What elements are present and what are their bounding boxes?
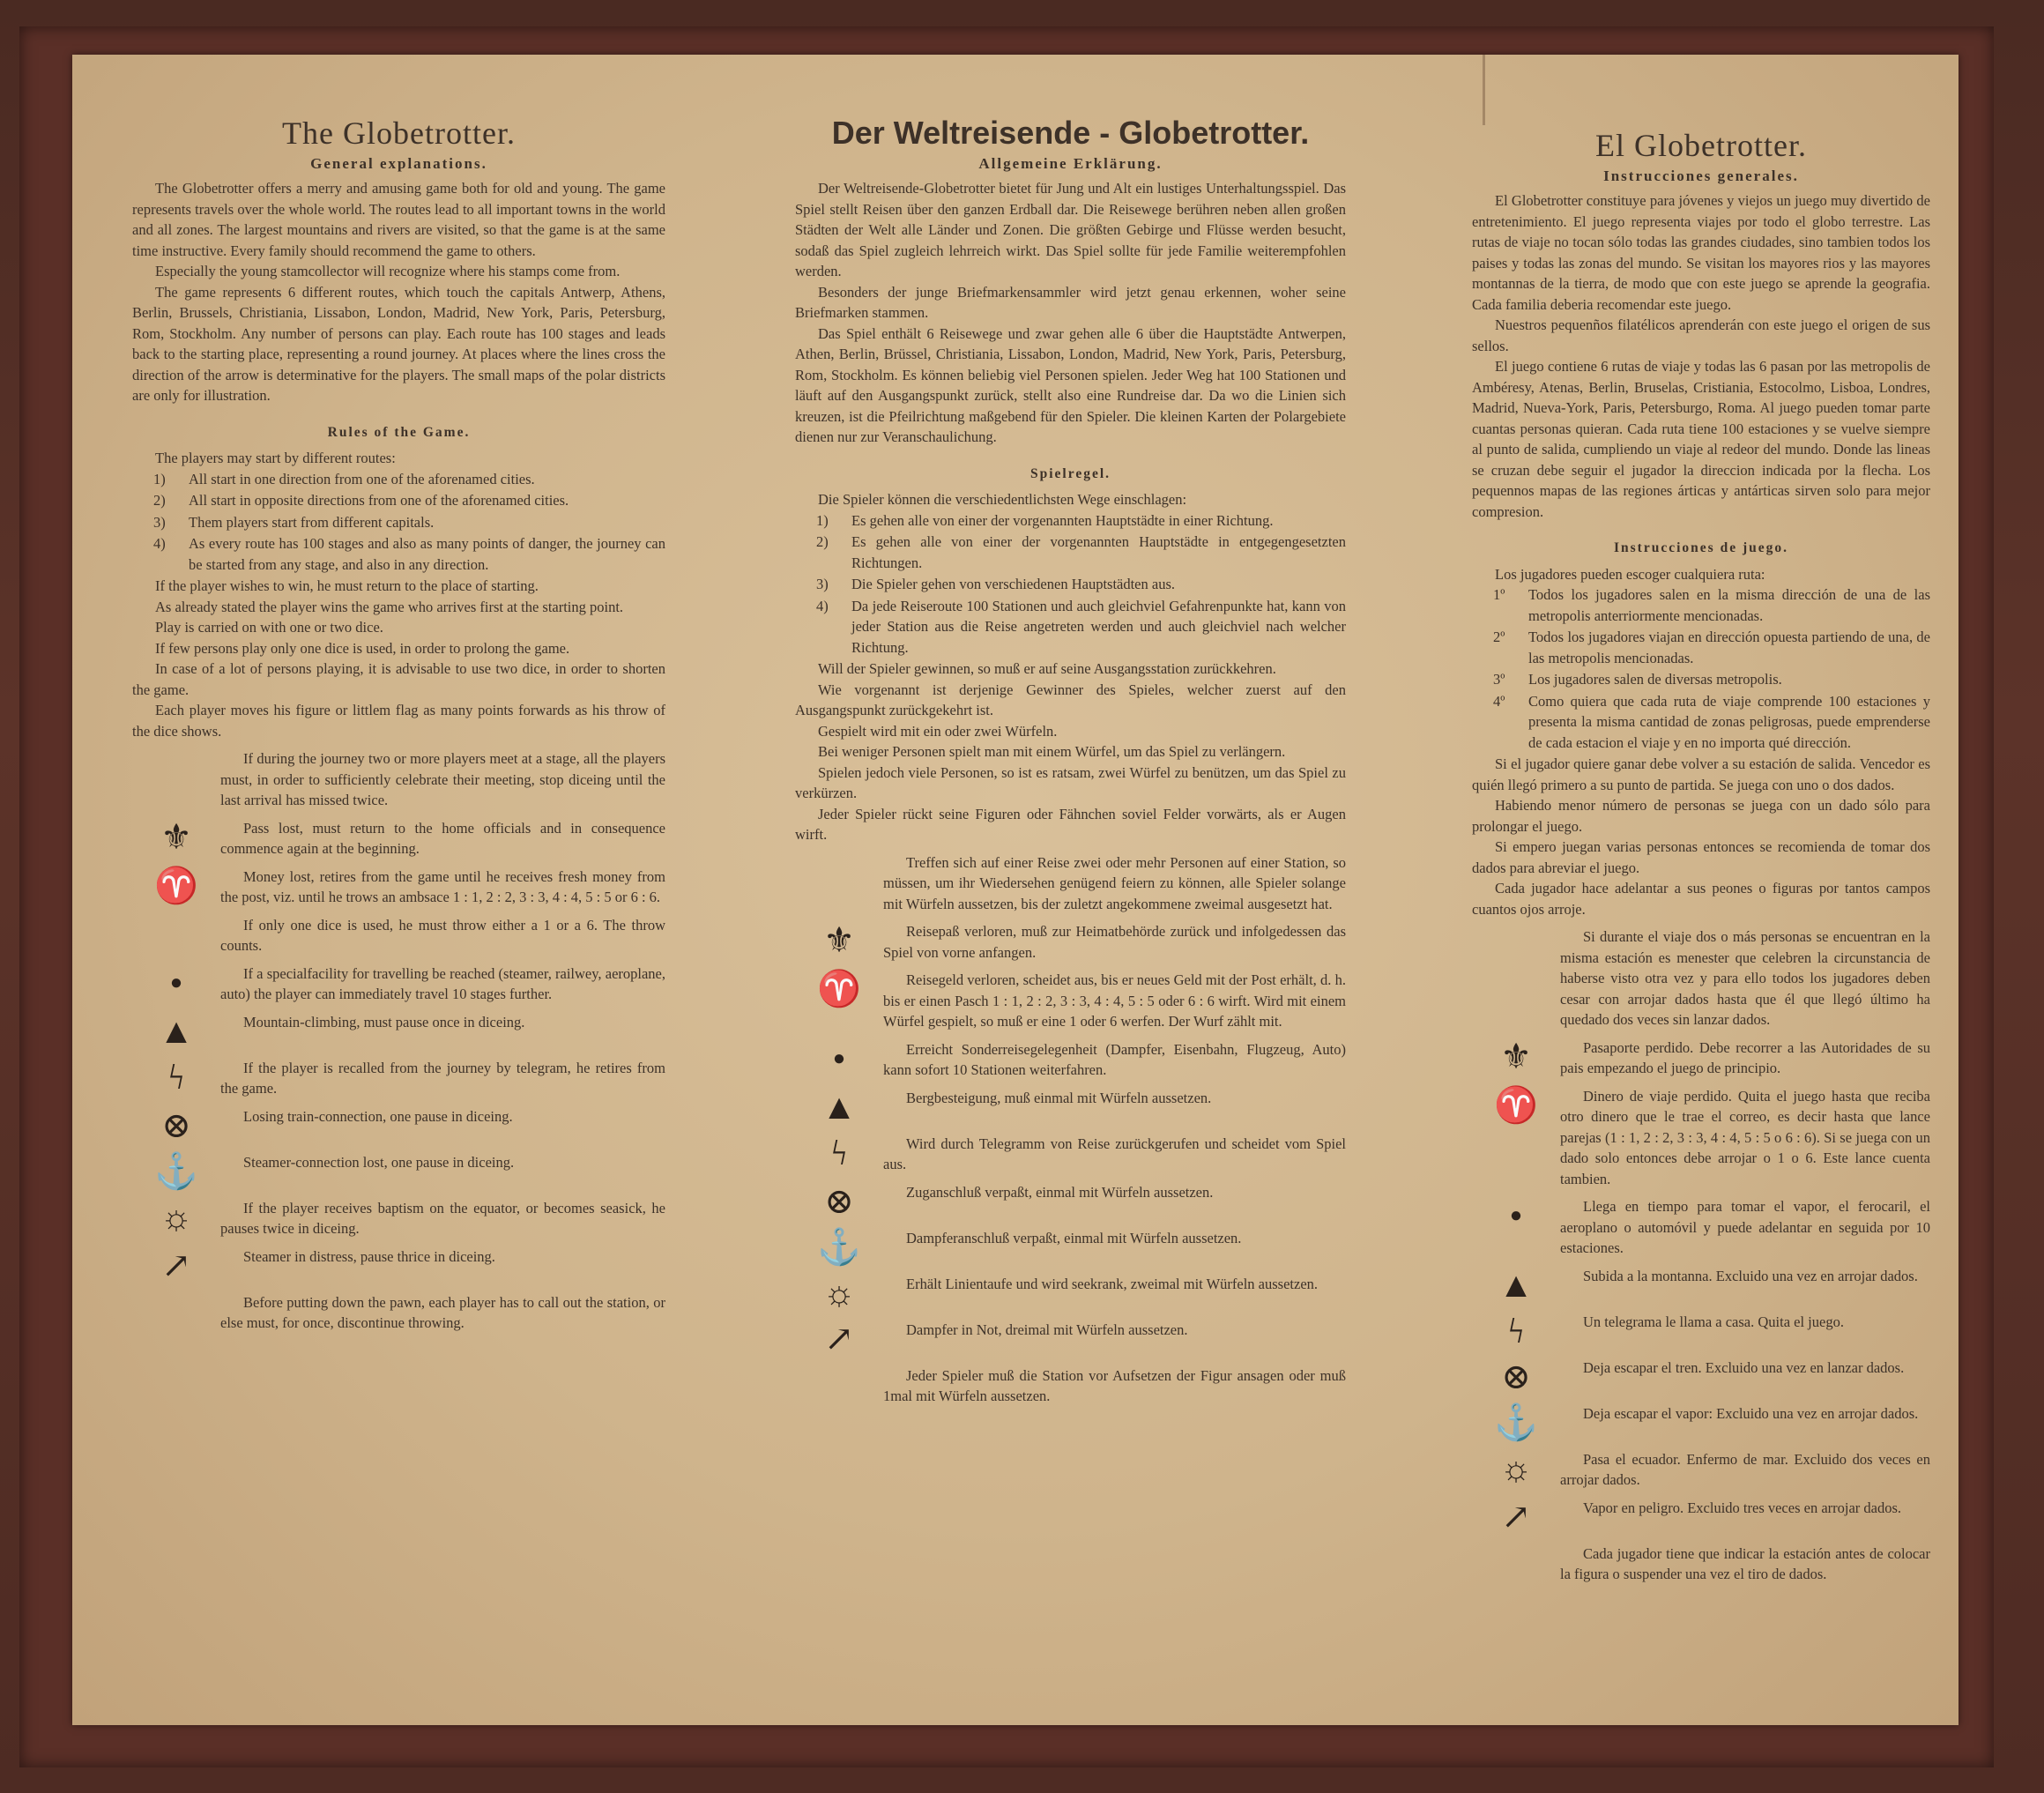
rule-number: 4º bbox=[1493, 692, 1505, 710]
train-wheel-icon: ⊗ bbox=[1501, 1356, 1531, 1396]
rule-item bbox=[816, 510, 1346, 532]
rule-number: 1) bbox=[816, 511, 829, 529]
event-text: Deja escapar el vapor: Excluido una vez en arrojar dados. bbox=[1583, 1404, 1919, 1422]
event-text: Cada jugador tiene que indicar la estación antes de colocar la figura o suspender una vez el tiro de dados. bbox=[1560, 1544, 1930, 1582]
rule-text: As every route has 100 stages and also as many points of danger, the journey can be started from any stage, and also in any direction. bbox=[189, 535, 665, 573]
event-row bbox=[132, 1058, 665, 1099]
rule-number: 2) bbox=[153, 492, 166, 509]
event-row bbox=[795, 1039, 1346, 1081]
event-row bbox=[795, 921, 1346, 963]
event-row bbox=[1472, 1358, 1930, 1396]
rule-paragraph: Si el jugador quiere ganar debe volver a su estación de salida. Vencedor es quién llegó primero a su punto de partida. Se juega con uno o dos dados. bbox=[1472, 755, 1930, 793]
rule-number: 2º bbox=[1493, 629, 1505, 645]
dot-icon: ● bbox=[169, 971, 183, 994]
rule-item bbox=[1493, 691, 1930, 754]
rule-item bbox=[153, 469, 665, 490]
event-text: If during the journey two or more players meet at a stage, all the players must, in order to sufficiently celebrate their meeting, stop diceing until the last arrival has missed twice. bbox=[220, 750, 665, 808]
rule-text: Todos los jugadores viajan en dirección opuesta partiendo de una, de las metropolis mencionadas. bbox=[1528, 629, 1930, 666]
section-title: The Globetrotter. bbox=[282, 115, 516, 151]
rule-text: Los jugadores salen de diversas metropolis. bbox=[1528, 671, 1782, 688]
rule-number: 3) bbox=[816, 576, 829, 592]
event-row bbox=[1472, 1449, 1930, 1491]
intro-paragraph: The game represents 6 different routes, which touch the capitals Antwerp, Athens, Berlin, Brussels, Christiania, Lissabon, London, Madrid, New York, Paris, Petersburg, Rom, Stockholm. Any number of persons can play. Each route has 100 stages and leads back to the starting place, representing a round journey. At places where the lines cross the direction of the arrow is determinative for the players. The small maps of the polar districts are only for illustration. bbox=[132, 283, 665, 404]
event-row bbox=[1472, 926, 1930, 1030]
coat-of-arms-icon: ⚜ bbox=[1500, 1036, 1532, 1076]
rule-paragraph: Each player moves his figure or littlem flag as many points forwards as his throw of the dice shows. bbox=[132, 702, 665, 740]
rule-item bbox=[816, 596, 1346, 658]
event-text: Treffen sich auf einer Reise zwei oder mehr Personen auf einer Station, so müssen, um ihr Wiedersehen genügend feiern zu können, alle Spieler solange mit Würfeln aussetzen, bis der zuletzt angekommene zweimal ausgesetzt hat. bbox=[883, 853, 1346, 912]
event-row bbox=[795, 1274, 1346, 1313]
rule-paragraph: Habiendo menor número de personas se juega con un dado sólo para prolongar el juego. bbox=[1472, 797, 1930, 835]
section-title: Der Weltreisende - Globetrotter. bbox=[831, 115, 1310, 151]
event-row bbox=[795, 1134, 1346, 1175]
rule-number: 1) bbox=[153, 470, 166, 487]
rule-paragraph: Will der Spieler gewinnen, so muß er auf seine Ausgangsstation zurückkehren. bbox=[818, 660, 1276, 677]
event-text: Si durante el viaje dos o más personas se encuentran en la misma estación es menester que celebren la circunstancia de haberse visto otra vez y para ello todos los jugadores deben cesar con arrojar dados hasta que él que llegó último ha quedado dos veces sin lanzar dados. bbox=[1560, 928, 1930, 1028]
rule-number: 3º bbox=[1493, 671, 1505, 688]
event-text: Vapor en peligro. Excluido tres veces en arrojar dados. bbox=[1583, 1499, 1902, 1516]
event-text: Steamer in distress, pause thrice in diceing. bbox=[243, 1247, 495, 1265]
rule-item bbox=[1493, 584, 1930, 626]
rule-paragraph: As already stated the player wins the game who arrives first at the starting point. bbox=[155, 598, 624, 615]
rule-item bbox=[816, 532, 1346, 573]
rule-paragraph: Jeder Spieler rückt seine Figuren oder Fähnchen soviel Felder vorwärts, als er Augen wirft. bbox=[795, 805, 1346, 843]
event-text: Reisegeld verloren, scheidet aus, bis er neues Geld mit der Post erhält, d. h. bis er einen Pasch 1 : 1, 2 : 2, 3 : 3, 4 : 4, 5 : 5 oder 6 : 6 wirft. Wird mit einem Würfel gespielt, so muß er eine 1 oder 6 werfen. Der Wurf zählt mit. bbox=[883, 971, 1346, 1030]
event-row bbox=[795, 1365, 1346, 1407]
event-text: If a specialfacility for travelling be reached (steamer, railwey, aeroplane, auto) the player can immediately travel 10 stages further. bbox=[220, 964, 665, 1002]
intro-paragraph: Nuestros pequenños filatélicos aprenderán con este juego el origen de sus sellos. bbox=[1472, 316, 1930, 354]
event-text: Reisepaß verloren, muß zur Heimatbehörde zurück und infolgedessen das Spiel von vorne anfangen. bbox=[883, 923, 1346, 961]
rule-paragraph: If the player wishes to win, he must return to the place of starting. bbox=[155, 577, 539, 594]
rules-sheet bbox=[72, 55, 1959, 1725]
event-text: Wird durch Telegramm von Reise zurückgerufen und scheidet vom Spiel aus. bbox=[883, 1135, 1346, 1172]
english-column bbox=[132, 55, 665, 1725]
event-text: Dampfer in Not, dreimal mit Würfeln aussetzen. bbox=[906, 1321, 1188, 1338]
post-horn-icon: ♈ bbox=[154, 865, 198, 905]
event-text: Dinero de viaje perdido. Quita el juego hasta que reciba otro dinero que le trae el correo, es decir hasta que lance parejas (1 : 1, 2 : 2, 3 : 3, 4 : 4, 5 : 5 o 6 : 6). Si se juega con un dado solo entonces debe arrojar o 1 o 6. Este lance cuenta tambien. bbox=[1560, 1087, 1930, 1187]
rule-number: 4) bbox=[153, 535, 166, 552]
intro-paragraph: Besonders der junge Briefmarkensammler wird jetzt genau erkennen, woher seine Briefmarken stammen. bbox=[795, 283, 1346, 321]
intro-paragraph: Especially the young stamcollector will recognize where his stamps come from. bbox=[155, 263, 621, 279]
section-subtitle: General explanations. bbox=[310, 155, 487, 172]
event-row bbox=[1472, 1196, 1930, 1259]
event-row bbox=[795, 1182, 1346, 1221]
rule-text: All start in one direction from one of the aforenamed cities. bbox=[189, 470, 535, 487]
rule-paragraph: Wie vorgenannt ist derjenige Gewinner des Spieles, welcher zuerst auf den Ausgangspunkt zurückgekehrt ist. bbox=[795, 681, 1346, 718]
post-horn-icon: ♈ bbox=[1494, 1084, 1538, 1125]
rule-item bbox=[1493, 627, 1930, 668]
event-row bbox=[132, 1198, 665, 1239]
sun-icon: ☼ bbox=[1499, 1447, 1533, 1488]
event-text: Pass lost, must return to the home officials and in consequence commence again at the beginning. bbox=[220, 819, 665, 857]
rules-intro: The players may start by different routes: bbox=[155, 450, 396, 466]
rules-heading: Spielregel. bbox=[1029, 465, 1111, 481]
rule-text: Die Spieler gehen von verschiedenen Hauptstädten aus. bbox=[851, 576, 1176, 592]
event-row bbox=[1472, 1312, 1930, 1350]
distress-flag-icon: ↗ bbox=[824, 1318, 854, 1358]
rule-item bbox=[816, 574, 1346, 595]
rule-number: 1º bbox=[1493, 586, 1505, 603]
event-text: If the player is recalled from the journey by telegram, he retires from the game. bbox=[220, 1059, 665, 1097]
event-row bbox=[1472, 1544, 1930, 1585]
train-wheel-icon: ⊗ bbox=[161, 1105, 191, 1145]
rule-text: Da jede Reiseroute 100 Stationen und auch gleichviel Gefahrenpunkte hat, kann von jeder Station aus die Reise angetreten werden und auch gleichviel nach welcher Richtung. bbox=[851, 597, 1346, 656]
rule-paragraph: Si empero juegan varias personas entonces se recomienda de tomar dos dados para abreviar el juego. bbox=[1472, 838, 1930, 876]
anchor-icon: ⚓ bbox=[817, 1226, 861, 1267]
telegraph-icon: ϟ bbox=[1507, 1310, 1525, 1350]
rule-item bbox=[153, 490, 665, 511]
event-row bbox=[1472, 1498, 1930, 1536]
event-text: Erreicht Sonderreisegelegenheit (Dampfer, Eisenbahn, Flugzeug, Auto) kann sofort 10 Stationen weiterfahren. bbox=[883, 1040, 1346, 1078]
event-text: If the player receives baptism on the equator, or becomes seasick, he pauses twice in diceing. bbox=[220, 1199, 665, 1237]
section-body bbox=[1472, 190, 1930, 1585]
rule-paragraph: Gespielt wird mit ein oder zwei Würfeln. bbox=[818, 722, 1058, 740]
rule-text: Como quiera que cada ruta de viaje comprende 100 estaciones y presenta la misma cantidad de zonas peligrosas, puede emprenderse de cada estacion el viaje y en no importa qué dirección. bbox=[1528, 692, 1930, 751]
event-text: Mountain-climbing, must pause once in diceing. bbox=[243, 1013, 525, 1030]
event-row bbox=[132, 915, 665, 956]
event-row bbox=[795, 852, 1346, 915]
event-row bbox=[1472, 1038, 1930, 1079]
rule-paragraph: Bei weniger Personen spielt man mit einem Würfel, um das Spiel zu verlängern. bbox=[818, 743, 1286, 760]
event-text: Pasa el ecuador. Enfermo de mar. Excluido dos veces en arrojar dados. bbox=[1560, 1450, 1930, 1488]
event-text: Deja escapar el tren. Excluido una vez en lanzar dados. bbox=[1583, 1358, 1905, 1376]
section-body bbox=[795, 178, 1346, 1407]
event-row bbox=[795, 1088, 1346, 1127]
event-text: Dampferanschluß verpaßt, einmal mit Würfeln aussetzen. bbox=[906, 1229, 1242, 1246]
rule-item bbox=[153, 533, 665, 575]
event-text: Bergbesteigung, muß einmal mit Würfeln aussetzen. bbox=[906, 1089, 1212, 1106]
distress-flag-icon: ↗ bbox=[161, 1245, 191, 1285]
event-text: Steamer-connection lost, one pause in diceing. bbox=[243, 1153, 515, 1171]
section-title: El Globetrotter. bbox=[1595, 128, 1807, 163]
rule-text: Es gehen alle von einer der vorgenannten Hauptstädte in einer Richtung. bbox=[851, 511, 1274, 529]
intro-paragraph: El Globetrotter constituye para jóvenes y viejos un juego muy divertido de entretenimiento. El juego representa viajes por todo el globo terrestre. Las rutas de viaje no tocan sólo todas las grandes ciudades, sino tambien todos los paises y todas las zonas del mundo. Se visitan los mayores rios y las mayores montannas de la tierra, de modo que con este juego se aprende la geografia. Cada familia deberia recomendar este juego. bbox=[1472, 192, 1930, 313]
section-body bbox=[132, 178, 665, 1334]
event-row bbox=[1472, 1086, 1930, 1190]
rule-item bbox=[153, 512, 665, 533]
event-row bbox=[132, 1152, 665, 1191]
event-text: Jeder Spieler muß die Station vor Aufsetzen der Figur ansagen oder muß 1mal mit Würfeln aussetzen. bbox=[883, 1366, 1346, 1404]
telegraph-icon: ϟ bbox=[167, 1056, 185, 1097]
anchor-icon: ⚓ bbox=[1494, 1402, 1538, 1442]
event-text: Before putting down the pawn, each player has to call out the station, or else must, for once, discontinue throwing. bbox=[220, 1293, 665, 1331]
event-row bbox=[1472, 1266, 1930, 1305]
dot-icon: ● bbox=[832, 1046, 846, 1070]
rule-text: Them players start from different capitals. bbox=[189, 513, 435, 531]
rule-text: Es gehen alle von einer der vorgenannten Hauptstädte in entgegengesetzten Richtungen. bbox=[851, 533, 1346, 571]
event-row bbox=[132, 818, 665, 859]
rule-paragraph: In case of a lot of persons playing, it is advisable to use two dice, in order to shorten the game. bbox=[132, 660, 665, 698]
rules-intro: Die Spieler können die verschiedentlichsten Wege einschlagen: bbox=[818, 491, 1187, 508]
event-row bbox=[132, 1106, 665, 1145]
event-text: Zuganschluß verpaßt, einmal mit Würfeln aussetzen. bbox=[906, 1183, 1214, 1201]
rule-number: 4) bbox=[816, 597, 829, 614]
event-text: If only one dice is used, he must throw either a 1 or a 6. The throw counts. bbox=[220, 916, 665, 954]
mountain-icon: ▲ bbox=[159, 1010, 194, 1051]
rules-intro: Los jugadores pueden escoger cualquiera ruta: bbox=[1495, 565, 1765, 583]
rule-number: 3) bbox=[153, 513, 166, 531]
rules-heading: Rules of the Game. bbox=[327, 424, 471, 440]
event-text: Erhält Linientaufe und wird seekrank, zweimal mit Würfeln aussetzen. bbox=[906, 1275, 1319, 1292]
event-text: Money lost, retires from the game until he receives fresh money from the post, viz. until he trows an ambsace 1 : 1, 2 : 2, 3 : 3, 4 : 4, 5 : 5 or 6 : 6. bbox=[220, 867, 665, 905]
event-row bbox=[1472, 1403, 1930, 1442]
event-row bbox=[795, 970, 1346, 1032]
telegraph-icon: ϟ bbox=[830, 1132, 848, 1172]
german-column bbox=[795, 55, 1346, 1725]
rule-paragraph: Cada jugador hace adelantar a sus peones o figuras por tantos campos cuantos ojos arroje. bbox=[1472, 880, 1930, 918]
rule-paragraph: If few persons play only one dice is used, in order to prolong the game. bbox=[155, 639, 570, 657]
section-subtitle: Instrucciones generales. bbox=[1603, 167, 1799, 184]
event-row bbox=[132, 748, 665, 811]
intro-paragraph: Das Spiel enthält 6 Reisewege und zwar gehen alle 6 über die Hauptstädte Antwerpen, Athen, Berlin, Brüssel, Christiania, Lissabon, London, Madrid, New York, Paris, Petersburg, Rom, Stockholm. Es können beliebig viel Personen spielen. Jeder Weg hat 100 Stationen und läuft auf den Ausgangspunkt zurück, stellt also eine Rundreise dar. Da wo die Linien sich kreuzen, ist die Pfeilrichtung maßgebend für den Spieler. Die kleinen Karten der Polargebiete dienen nur zur Veranschaulichung. bbox=[795, 324, 1346, 445]
event-row bbox=[132, 1012, 665, 1051]
event-row bbox=[132, 1292, 665, 1334]
coat-of-arms-icon: ⚜ bbox=[160, 816, 192, 857]
event-row bbox=[132, 867, 665, 908]
sun-icon: ☼ bbox=[822, 1272, 856, 1313]
spanish-column bbox=[1472, 55, 1930, 1725]
intro-paragraph: El juego contiene 6 rutas de viaje y todas las 6 pasan por las metropolis de Ambéresy, Atenas, Berlin, Bruselas, Cristiania, Estocolmo, Lisboa, Londres, Madrid, Nueva-York, Paris, Petersburgo, Roma. Al juego pueden tomar parte cuantas personas quieran. Cada ruta tiene 100 estaciones y se vuelve siempre al punto de salida, cumpliendo un viaje al redeor del mundo. Donde las lineas se cruzan debe seguir el jugador la direccion indicada por la flecha. Los pequennos mapas de las regiones árticas y antárticas sirven solo para mejor compresion. bbox=[1472, 358, 1930, 520]
event-row bbox=[795, 1228, 1346, 1267]
rules-list bbox=[795, 510, 1346, 658]
event-text: Llega en tiempo para tomar el vapor, el ferocaril, el aeroplano o automóvil y puede adelantar en seguida por 10 estaciones. bbox=[1560, 1198, 1930, 1256]
dot-icon: ● bbox=[1509, 1204, 1523, 1227]
event-text: Un telegrama le llama a casa. Quita el juego. bbox=[1583, 1313, 1844, 1330]
rule-text: Todos los jugadores salen en la misma dirección de una de las metropolis anterriormente mencionadas. bbox=[1528, 586, 1930, 624]
mountain-icon: ▲ bbox=[821, 1086, 857, 1127]
event-text: Pasaporte perdido. Debe recorrer a las Autoridades de su pais empezando el juego de principio. bbox=[1560, 1038, 1930, 1076]
rule-text: All start in opposite directions from one of the aforenamed cities. bbox=[189, 492, 569, 509]
rules-heading: Instrucciones de juego. bbox=[1614, 540, 1788, 555]
event-text: Losing train-connection, one pause in diceing. bbox=[243, 1107, 513, 1125]
rule-item bbox=[1493, 669, 1930, 690]
sun-icon: ☼ bbox=[160, 1196, 193, 1237]
post-horn-icon: ♈ bbox=[817, 969, 861, 1008]
event-row bbox=[132, 963, 665, 1005]
rule-paragraph: Spielen jedoch viele Personen, so ist es ratsam, zwei Würfel zu benützen, um das Spiel zu verkürzen. bbox=[795, 763, 1346, 801]
intro-paragraph: Der Weltreisende-Globetrotter bietet für Jung und Alt ein lustiges Unterhaltungsspiel. Das Spiel stellt Reisen über den ganzen Erdball dar. Die Reisewege berühren neben allen großen Städten der Welt alle Länder und Zonen. Die größten Gebirge und Flüsse werden besucht, sodaß das Spiel zugleich lehrreich wirkt. Das Spiel sollte für jede Familie weiterempfohlen werden. bbox=[795, 180, 1346, 279]
rule-paragraph: Play is carried on with one or two dice. bbox=[155, 619, 383, 636]
rules-list bbox=[132, 469, 665, 576]
event-text: Subida a la montanna. Excluido una vez en arrojar dados. bbox=[1583, 1267, 1918, 1284]
coat-of-arms-icon: ⚜ bbox=[823, 920, 855, 960]
rules-list bbox=[1472, 584, 1930, 753]
rule-number: 2) bbox=[816, 533, 829, 550]
event-row bbox=[795, 1320, 1346, 1358]
intro-paragraph: The Globetrotter offers a merry and amusing game both for old and young. The game represents travels over the whole world. The routes lead to all important towns in the world and all zones. The largest mountains and rivers are visited, so that the game is at the same time instructive. Every family should recommend the game to others. bbox=[132, 180, 665, 259]
event-row bbox=[132, 1246, 665, 1285]
distress-flag-icon: ↗ bbox=[1501, 1496, 1531, 1536]
section-subtitle: Allgemeine Erklärung. bbox=[978, 155, 1163, 172]
mountain-icon: ▲ bbox=[1498, 1264, 1534, 1305]
anchor-icon: ⚓ bbox=[154, 1150, 198, 1191]
train-wheel-icon: ⊗ bbox=[824, 1180, 854, 1221]
